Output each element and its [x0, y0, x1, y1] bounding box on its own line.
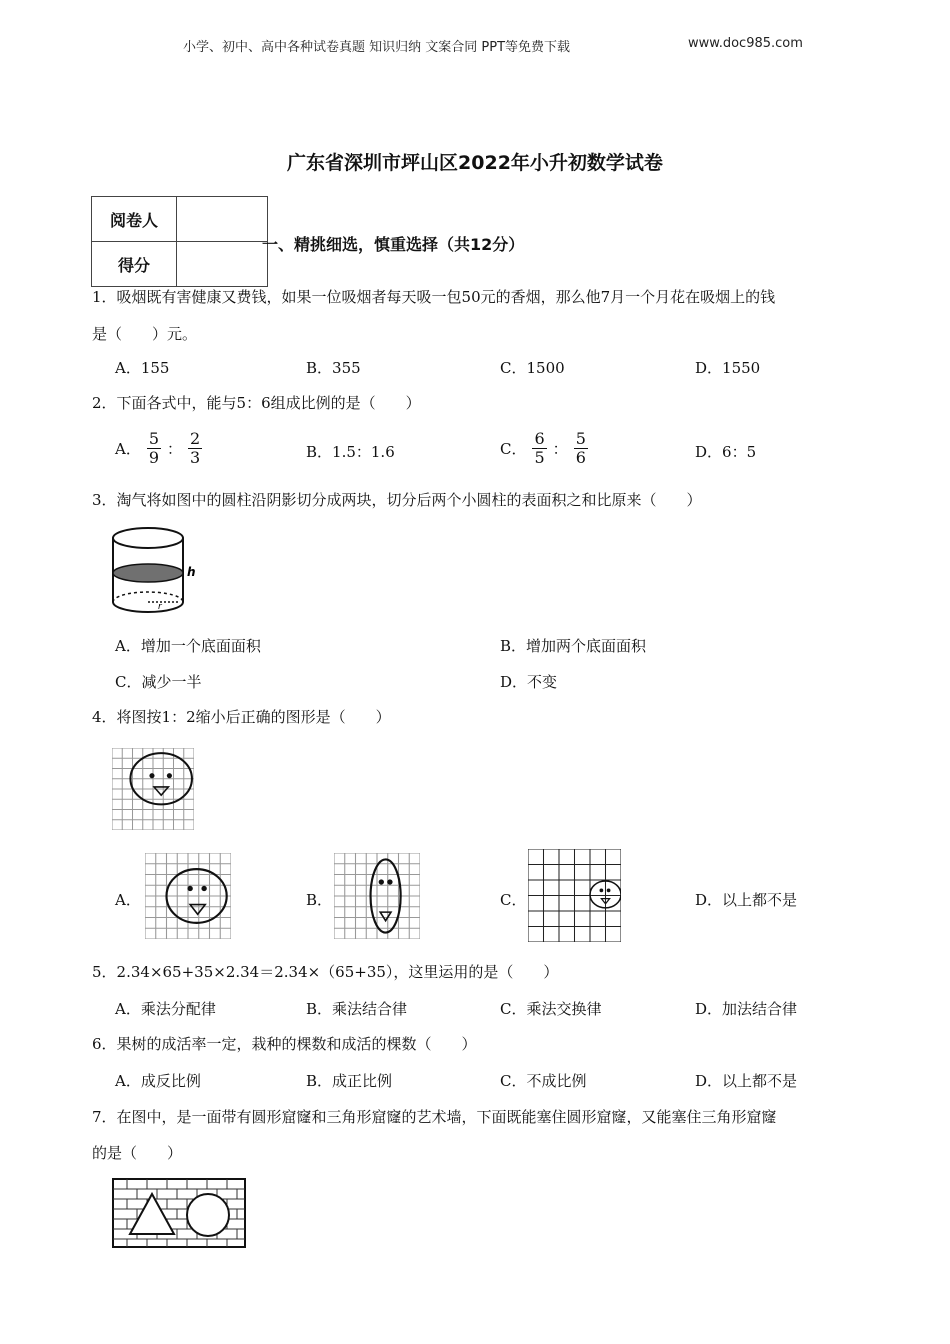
question-4-text: 4．将图按1：2缩小后正确的图形是（ ）: [92, 708, 391, 726]
denominator: 5: [534, 448, 545, 467]
height-label: h: [187, 565, 196, 579]
face-option-b-figure[interactable]: [334, 853, 420, 939]
q1-option-a[interactable]: A．155: [115, 359, 170, 377]
q4-option-d[interactable]: D．以上都不是: [695, 891, 798, 909]
header-url[interactable]: www.doc985.com: [688, 36, 803, 51]
cylinder-figure: [108, 524, 208, 619]
question-6-text: 6．果树的成活率一定，栽种的棵数和成活的棵数（ ）: [92, 1035, 477, 1053]
question-1-text: 1．吸烟既有害健康又费钱，如果一位吸烟者每天吸一包50元的香烟，那么他7月一个月花在吸烟上的钱: [92, 288, 776, 306]
question-1-text-cont: 是（ ）元。: [92, 325, 198, 343]
score-table: [91, 196, 268, 287]
brick-wall-figure: [112, 1178, 246, 1248]
numerator: 5: [575, 429, 586, 448]
score-label: 得分: [92, 242, 177, 287]
numerator: 2: [190, 429, 201, 448]
reviewer-label: 阅卷人: [92, 197, 177, 242]
q1-option-c[interactable]: C．1500: [500, 359, 565, 377]
q1-option-d[interactable]: D．1550: [695, 359, 761, 377]
q2-a-label: A．: [115, 439, 141, 458]
radius-label: r: [158, 602, 162, 612]
q1-option-b[interactable]: B．355: [306, 359, 361, 377]
denominator: 6: [575, 448, 586, 467]
header-banner: 小学、初中、高中各种试卷真题 知识归纳 文案合同 PPT等免费下载: [183, 40, 571, 55]
section-heading: 一、精挑细选，慎重选择（共12分）: [262, 235, 525, 254]
face-original-figure: [112, 748, 194, 830]
q6-option-c[interactable]: C．不成比例: [500, 1072, 587, 1090]
q5-option-d[interactable]: D．加法结合律: [695, 1000, 798, 1018]
q2-option-a[interactable]: [115, 430, 202, 467]
reviewer-field[interactable]: [177, 197, 268, 242]
numerator: 5: [148, 429, 160, 448]
fraction: [188, 430, 202, 467]
q3-option-c[interactable]: C．减少一半: [115, 673, 202, 691]
q4-option-b[interactable]: B．: [306, 891, 333, 909]
face-option-c-figure[interactable]: [528, 849, 621, 942]
ratio-colon: ：: [552, 439, 568, 458]
q2-c-label: C．: [500, 439, 527, 458]
q6-option-d[interactable]: D．以上都不是: [695, 1072, 798, 1090]
q6-option-a[interactable]: A．成反比例: [115, 1072, 201, 1090]
question-3-text: 3．淘气将如图中的圆柱沿阴影切分成两块，切分后两个小圆柱的表面积之和比原来（ ）: [92, 491, 702, 509]
numerator: 6: [534, 429, 545, 448]
question-2-text: 2．下面各式中，能与5：6组成比例的是（ ）: [92, 394, 421, 412]
question-7-text-cont: 的是（ ）: [92, 1144, 183, 1162]
ratio-colon: ：: [167, 439, 183, 458]
q5-option-b[interactable]: B．乘法结合律: [306, 1000, 408, 1018]
fraction: [574, 430, 588, 467]
fraction: [147, 430, 161, 467]
face-option-a-figure[interactable]: [145, 853, 231, 939]
question-7-text: 7．在图中，是一面带有圆形窟窿和三角形窟窿的艺术墙，下面既能塞住圆形窟窿，又能塞住三角形窟窿: [92, 1108, 777, 1126]
q2-option-d[interactable]: D．6：5: [695, 443, 757, 461]
q4-option-a[interactable]: A．: [115, 891, 141, 909]
page-title: 广东省深圳市坪山区2022年小升初数学试卷: [287, 152, 663, 174]
denominator: 3: [190, 448, 201, 467]
q5-option-a[interactable]: A．乘法分配律: [115, 1000, 216, 1018]
q3-option-a[interactable]: A．增加一个底面面积: [115, 637, 261, 655]
q2-option-b[interactable]: B．1.5：1.6: [306, 443, 395, 461]
denominator: 9: [148, 448, 160, 467]
score-field[interactable]: [177, 242, 268, 287]
fraction: [532, 430, 546, 467]
q2-option-c[interactable]: [500, 430, 588, 467]
q3-option-b[interactable]: B．增加两个底面面积: [500, 637, 647, 655]
q6-option-b[interactable]: B．成正比例: [306, 1072, 393, 1090]
question-5-text: 5．2.34×65+35×2.34＝2.34×（65+35），这里运用的是（ ）: [92, 963, 559, 981]
q3-option-d[interactable]: D．不变: [500, 673, 558, 691]
q5-option-c[interactable]: C．乘法交换律: [500, 1000, 602, 1018]
q4-option-c[interactable]: C．: [500, 891, 527, 909]
